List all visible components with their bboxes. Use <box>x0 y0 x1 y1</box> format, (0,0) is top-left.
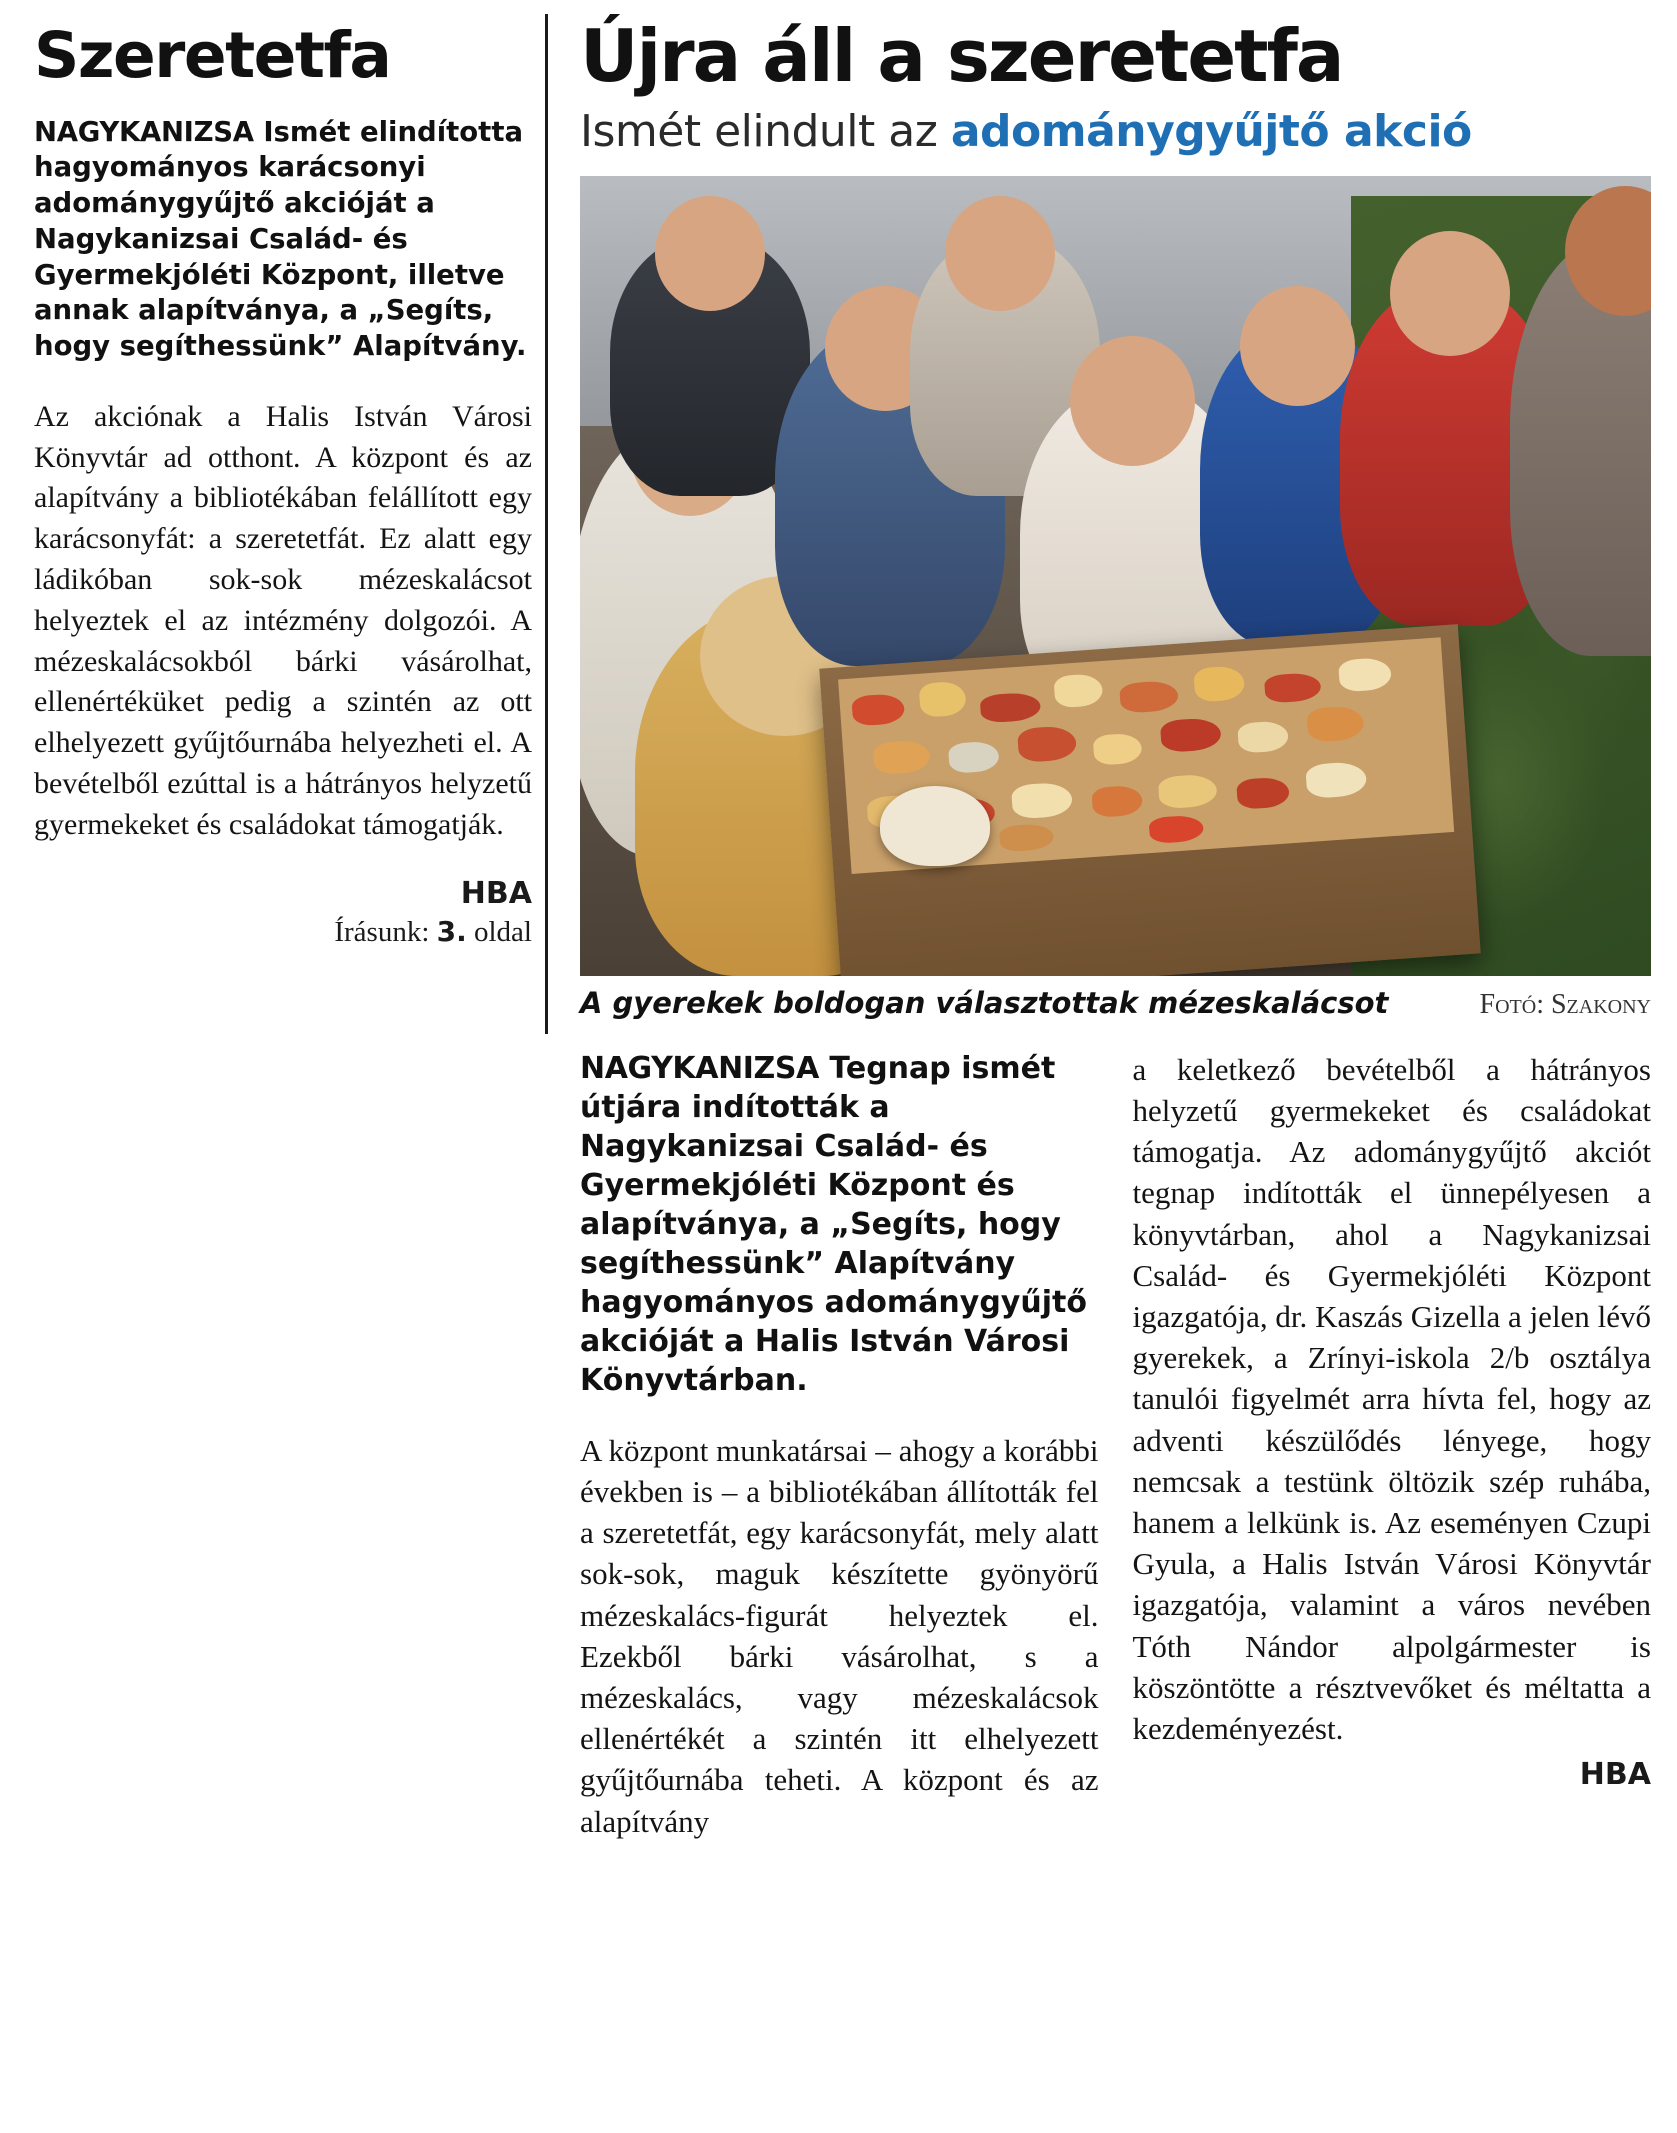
photo-credit: Fotó: Szakony <box>1479 988 1651 1020</box>
child-head <box>1390 231 1510 356</box>
photo-caption-row <box>580 986 1651 1029</box>
child-head <box>945 196 1055 311</box>
column-divider <box>545 14 548 1034</box>
teaser-body: Az akciónak a Halis István Városi Könyvtár ad otthont. A központ és az alapítvány a bibliotékában felállított egy karácsonyfát: a szeretetfát. Ez alatt egy ládikóban sok-sok mézeskalácsot helyeztek el az intézmény dolgozói. A mézeskalácsokból bárki vásárolhat, ellenértéküket pedig a szintén az ott elhelyezett gyűjtőurnába helyezheti el. A bevételből ezúttal is a hátrányos helyzetű gyermekeket és családokat támogatják. <box>34 399 532 841</box>
photo-caption: A gyerekek boldogan választottak mézeskalácsot <box>580 985 1389 1020</box>
subhead-plain: Ismét elindult az <box>580 106 951 158</box>
article-body <box>580 1049 1651 1856</box>
teaser-reference-page: 3. <box>436 914 467 948</box>
subhead-highlight: adománygyűjtő akció <box>950 106 1472 158</box>
teaser-byline: HBA <box>460 875 532 911</box>
teaser-column <box>34 18 554 2123</box>
article-lead-text: Tegnap ismét útjára indították a Nagykanizsai Család- és Gyermekjóléti Központ és alapítványa, a „Segíts, hogy segíthessünk” Alapítvány hagyományos adománygyűjtő akcióját a Halis István Városi Könyvtárban. <box>580 1050 1087 1398</box>
candle <box>880 786 990 866</box>
article-signature: HBA <box>1579 1757 1651 1793</box>
article-lead <box>580 1049 1099 1400</box>
article-column-1 <box>580 1049 1099 1856</box>
article-dateline: NAGYKANIZSA <box>580 1050 819 1086</box>
article-paragraph: a keletkező bevételből a hátrányos helyzetű gyermekeket és családokat támogatja. Az adománygyűjtő akciót tegnap indították el ünnepélyesen a könyvtárban, ahol a Nagykanizsai Család- és Gyermekjóléti Központ igazgatója, dr. Kaszás Gizella a jelen lévő gyerekek, a Zrínyi-iskola 2/b osztálya tanulói figyelmét arra hívta fel, hogy az adventi készülődés lényege, hogy nemcsak a testünk öltözik szép ruhába, hanem a lelkünk is. Az eseményen Czupi Gyula, a Halis István Városi Könyvtár igazgatója, valamint a város nevében Tóth Nándor alpolgármester is köszöntötte a résztvevőket és méltatta a kezdeményezést. <box>1132 1051 1651 1747</box>
teaser-lead <box>34 115 532 365</box>
article-paragraph: A központ munkatársai – ahogy a korábbi években is – a bibliotékában állították fel a szeretetfát, egy karácsonyfát, mely alatt sok-sok, maguk készítette gyönyörű mézeskalács-figurát helyeztek el. Ezekből bárki vásárolhat, s a mézeskalács, vagy mézeskalácsok ellenértékét a szintén itt elhelyezett gyűjtőurnába teheti. A központ és az alapítvány <box>580 1432 1099 1839</box>
teaser-reference-suffix: oldal <box>466 915 532 948</box>
article-photo <box>580 176 1651 976</box>
teaser-reference-prefix: Írásunk: <box>334 915 437 948</box>
main-article <box>554 14 1651 2123</box>
teaser-lead-text: Ismét elindította hagyományos karácsonyi adománygyűjtő akcióját a Nagykanizsai Család- és Gyermekjóléti Központ, illetve annak alapítványa, a „Segíts, hogy segíthessünk” Alapítvány. <box>34 115 527 362</box>
teaser-dateline: NAGYKANIZSA <box>34 115 254 148</box>
photo-illustration <box>580 176 1651 976</box>
child-head <box>655 196 765 311</box>
child-head <box>1070 336 1195 466</box>
article-subhead <box>580 106 1651 158</box>
teaser-reference <box>34 915 532 949</box>
article-column-2 <box>1133 1049 1652 1856</box>
child-head <box>1240 286 1355 406</box>
teaser-title: Szeretetfa <box>34 19 391 92</box>
article-headline: Újra áll a szeretetfa <box>580 14 1343 98</box>
